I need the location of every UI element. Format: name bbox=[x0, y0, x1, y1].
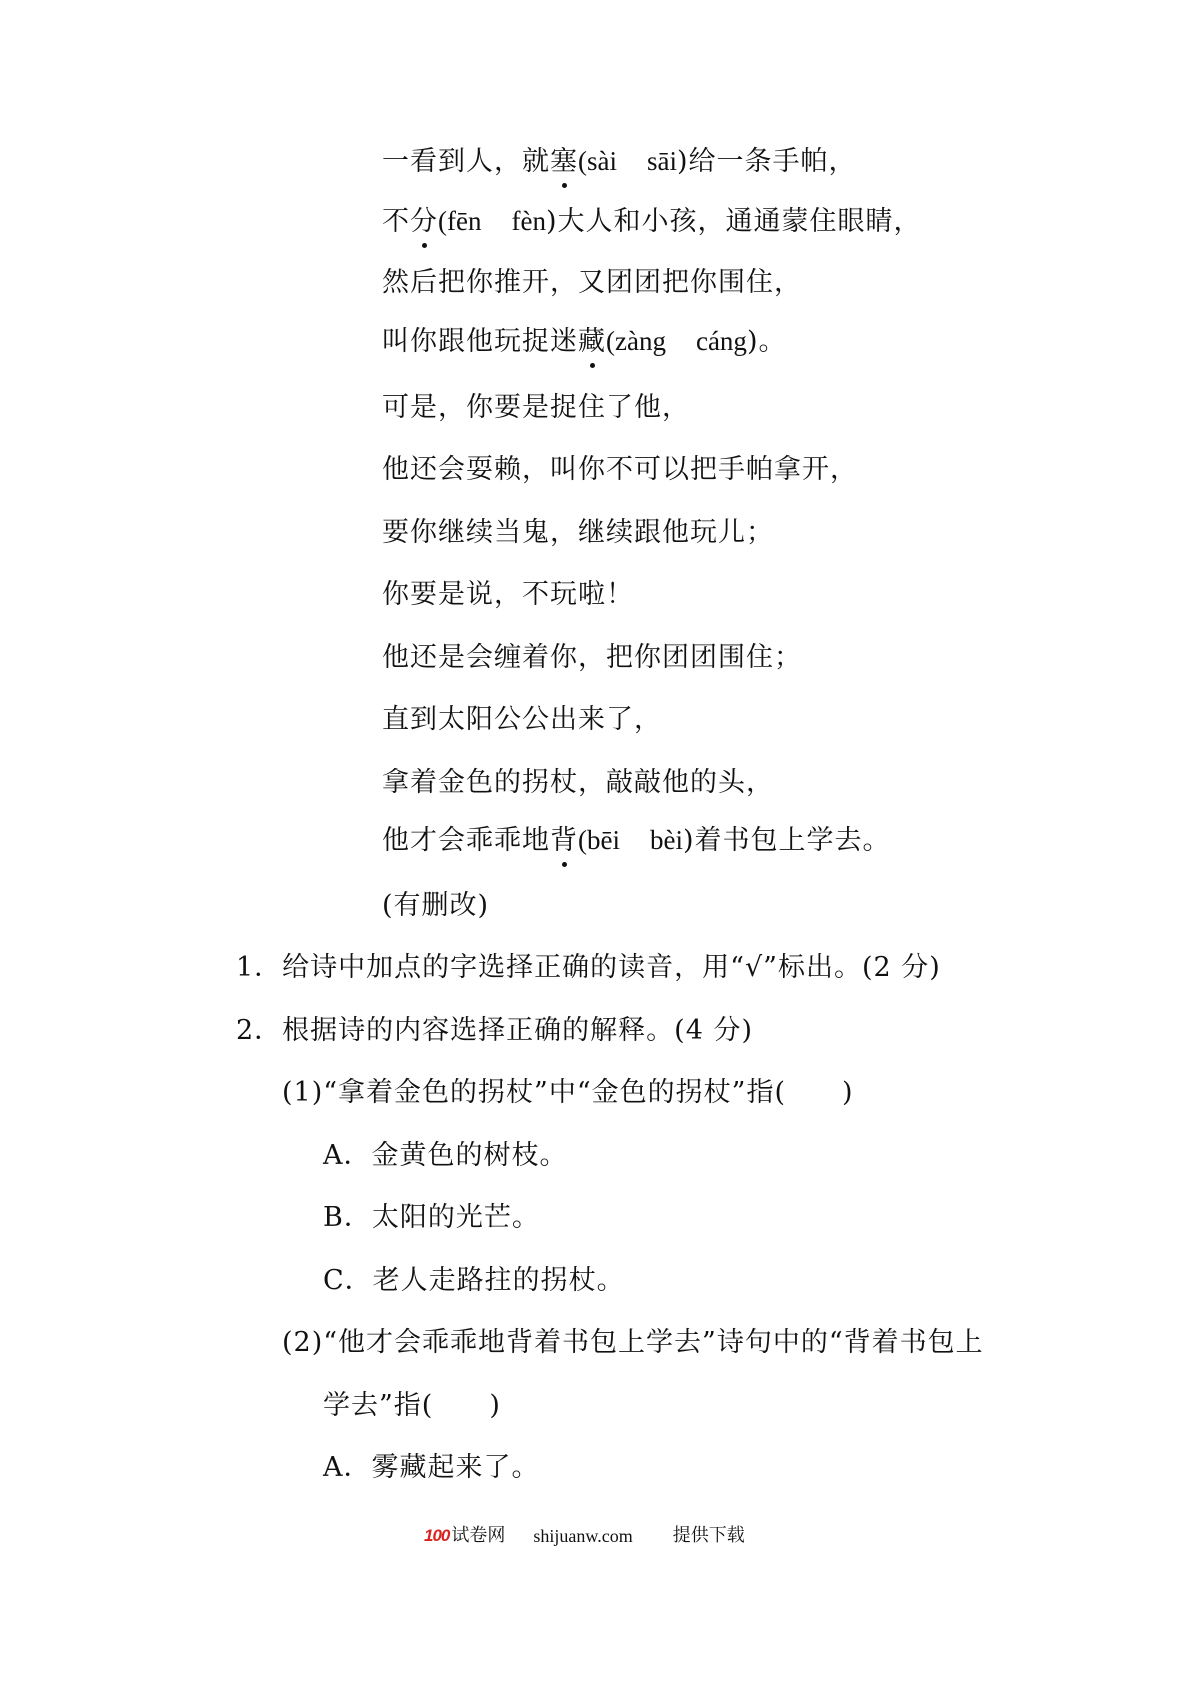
pinyin-option: sài bbox=[587, 146, 617, 176]
poem-line-12: 他才会乖乖地背(bēi bèi)着书包上学去。 bbox=[382, 822, 891, 859]
poem-line-8: 你要是说，不玩啦！ bbox=[382, 579, 634, 610]
page-footer bbox=[424, 1524, 745, 1548]
question-1: 1．给诗中加点的字选择正确的读音，用“√”标出。(2 分) bbox=[236, 952, 941, 983]
brand-name: 试卷网 bbox=[451, 1525, 506, 1546]
pinyin-option: fèn bbox=[511, 206, 546, 236]
question-2: 2．根据诗的内容选择正确的解释。(4 分) bbox=[236, 1015, 754, 1046]
pinyin-option: zàng bbox=[615, 326, 666, 356]
poem-line-11: 拿着金色的拐杖，敲敲他的头， bbox=[382, 767, 774, 798]
pinyin-option: fēn bbox=[447, 206, 482, 236]
pinyin-option: sāi bbox=[647, 146, 677, 176]
poem-line-3: 然后把你推开，又团团把你围住， bbox=[382, 267, 802, 298]
poem-line-10: 直到太阳公公出来了， bbox=[382, 704, 662, 735]
question-2-2-line-1: (2)“他才会乖乖地背着书包上学去”诗句中的“背着书包上 bbox=[282, 1327, 984, 1358]
dotted-char: 藏 bbox=[578, 324, 606, 360]
poem-line-9: 他还是会缠着你，把你团团围住； bbox=[382, 642, 802, 673]
option-2-1-b: B．太阳的光芒。 bbox=[323, 1202, 540, 1233]
dotted-char: 塞 bbox=[550, 144, 578, 180]
poem-line-4: 叫你跟他玩捉迷藏(zàng cáng)。 bbox=[382, 323, 786, 360]
poem-line-7: 要你继续当鬼，继续跟他玩儿； bbox=[382, 517, 774, 548]
poem-line-6: 他还会耍赖，叫你不可以把手帕拿开， bbox=[382, 454, 858, 485]
poem-line-1: 一看到人，就塞(sài sāi)给一条手帕， bbox=[382, 143, 857, 180]
site-url[interactable]: shijuanw.com bbox=[533, 1526, 633, 1546]
poem-line-5: 可是，你要是捉住了他， bbox=[382, 392, 690, 423]
pinyin-option: bèi bbox=[650, 825, 683, 855]
question-2-1: (1)“拿着金色的拐杖”中“金色的拐杖”指( ) bbox=[282, 1077, 854, 1108]
site-logo: 100 bbox=[424, 1526, 450, 1545]
pinyin-option: bēi bbox=[587, 825, 620, 855]
poem-line-2: 不分(fēn fèn)大人和小孩，通通蒙住眼睛， bbox=[382, 203, 922, 240]
option-2-1-a: A．金黄色的树枝。 bbox=[323, 1140, 568, 1171]
pinyin-option: cáng bbox=[695, 326, 747, 356]
download-note: 提供下载 bbox=[672, 1525, 745, 1546]
dotted-char: 分 bbox=[410, 204, 438, 240]
option-2-2-a: A．雾藏起来了。 bbox=[323, 1452, 540, 1483]
question-2-2-line-2: 学去”指( ) bbox=[323, 1390, 501, 1421]
option-2-1-c: C．老人走路拄的拐杖。 bbox=[323, 1265, 625, 1296]
dotted-char: 背 bbox=[550, 823, 578, 859]
poem-source-note: (有删改) bbox=[382, 890, 490, 921]
